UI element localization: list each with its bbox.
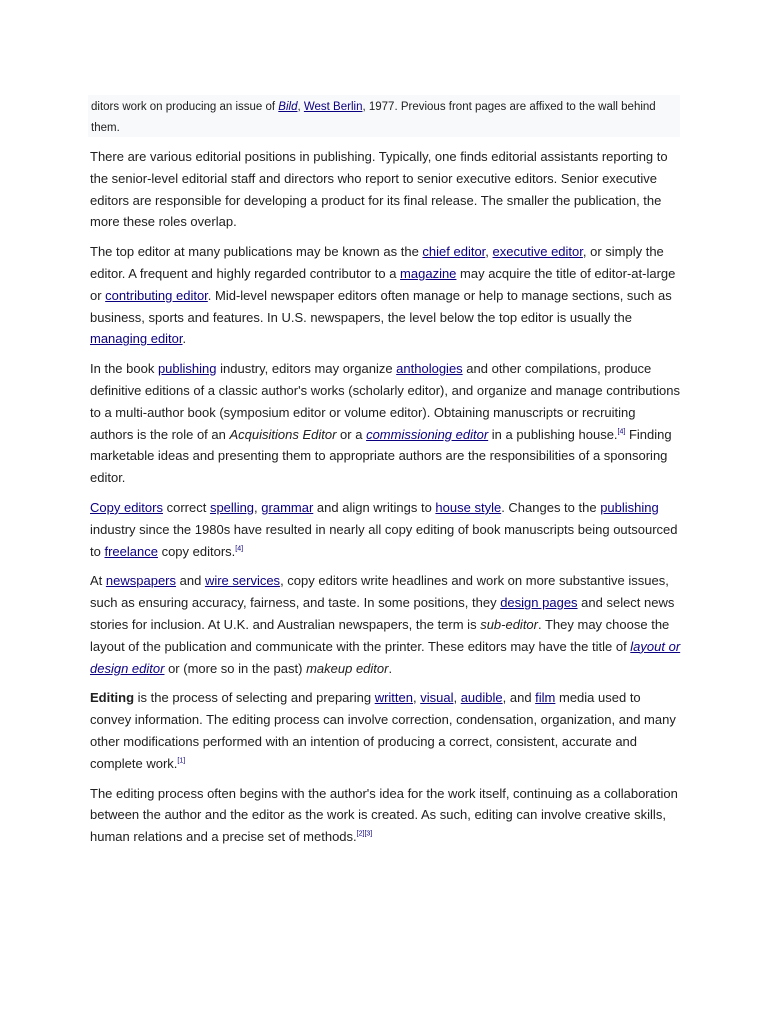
paragraph-editing-definition	[90, 687, 682, 774]
paragraph-text: may acquire the title of editor-at-large or	[90, 265, 676, 303]
term-editing: Editing	[90, 690, 135, 706]
link-anthologies[interactable]: anthologies	[396, 361, 463, 377]
paragraph-text: and	[176, 573, 205, 589]
paragraph-editorial-positions	[90, 146, 682, 233]
paragraph-text: is the process of selecting and preparing	[134, 690, 375, 706]
paragraph-text: .	[182, 331, 187, 347]
paragraph-text: . They may choose the layout of the publication and communicate with the printer. These editors may have the title of	[90, 616, 670, 654]
link-copy-editors[interactable]: Copy editors	[90, 499, 163, 515]
paragraph-text: and align writings to	[313, 499, 436, 515]
link-visual[interactable]: visual	[420, 690, 454, 706]
link-publishing[interactable]: publishing	[600, 499, 659, 515]
paragraph-text: In the book	[90, 361, 158, 377]
link-audible[interactable]: audible	[460, 690, 503, 706]
emphasis-sub-editor: sub-editor	[480, 616, 538, 632]
link-wire-services[interactable]: wire services	[204, 573, 281, 589]
link-commissioning-editor[interactable]: commissioning editor	[366, 426, 489, 442]
caption-text: ,	[297, 101, 304, 113]
paragraph-text: . Changes to the	[501, 499, 601, 515]
paragraph-text: , and	[502, 690, 536, 706]
paragraph-text: or (more so in the past)	[164, 660, 307, 676]
paragraph-text: , or simply the editor. A frequent and highly regarded contributor to a	[90, 244, 664, 281]
link-magazine[interactable]: magazine	[400, 265, 457, 281]
paragraph-text: The editing process often begins with the author's idea for the work itself, continuing as a collaboration between the author and the editor as the work is created. As such, editing can involve creative skills, human relations and a precise set of methods.	[90, 785, 678, 845]
emphasis-makeup-editor: makeup editor	[306, 660, 389, 676]
link-executive-editor[interactable]: executive editor	[492, 244, 583, 260]
link-film[interactable]: film	[535, 690, 556, 706]
link-written[interactable]: written	[374, 690, 413, 706]
paragraph-text: in a publishing house.	[488, 426, 618, 442]
paragraph-newspapers	[90, 570, 682, 679]
paragraph-text: copy editors.	[157, 543, 236, 559]
paragraph-text: industry, editors may organize	[216, 361, 397, 377]
paragraph-text: and select news stories for inclusion. At U.K. and Australian newspapers, the term is	[90, 595, 675, 632]
paragraph-copy-editors	[90, 497, 682, 562]
link-freelance[interactable]: freelance	[104, 543, 158, 559]
paragraph-text: ,	[412, 690, 421, 706]
link-contributing-editor[interactable]: contributing editor	[105, 287, 208, 303]
paragraph-text: ,	[453, 690, 461, 706]
link-grammar[interactable]: grammar	[261, 499, 314, 515]
link-bild[interactable]: Bild	[278, 101, 298, 113]
reference-2-3[interactable]: [2][3]	[356, 830, 373, 838]
link-managing-editor[interactable]: managing editor	[90, 331, 183, 347]
paragraph-text: Finding marketable ideas and presenting them to appropriate authors are the responsibilities of a sponsoring editor.	[90, 426, 672, 486]
reference-4[interactable]: [4]	[617, 428, 626, 436]
reference-1[interactable]: [1]	[177, 757, 186, 765]
paragraph-top-editor	[90, 241, 682, 350]
link-publishing[interactable]: publishing	[157, 361, 217, 377]
link-west-berlin[interactable]: West Berlin	[303, 101, 363, 113]
link-design-pages[interactable]: design pages	[500, 595, 578, 611]
paragraph-text: ,	[254, 499, 262, 515]
link-chief-editor[interactable]: chief editor	[422, 244, 486, 260]
paragraph-text: At	[90, 573, 106, 589]
paragraph-text: industry since the 1980s have resulted in nearly all copy editing of book manuscripts being outsourced to	[90, 521, 678, 559]
article-body	[90, 146, 682, 856]
emphasis-acquisitions-editor: Acquisitions Editor	[229, 426, 337, 442]
link-spelling[interactable]: spelling	[209, 499, 255, 515]
reference-4[interactable]: [4]	[235, 545, 244, 553]
paragraph-text: , copy editors write headlines and work on more substantive issues, such as ensuring accuracy, fairness, and taste. In some positions, they	[90, 573, 669, 611]
link-newspapers[interactable]: newspapers	[105, 573, 177, 589]
paragraph-text: or a	[336, 426, 367, 442]
paragraph-book-publishing	[90, 358, 682, 489]
paragraph-text: media used to convey information. The editing process can involve correction, condensation, organization, and many other modifications performed with an intention of producing a correct, consistent, accurate and complete work.	[90, 690, 676, 771]
paragraph-text: .	[388, 660, 393, 676]
link-house-style[interactable]: house style	[435, 499, 502, 515]
caption-text: , 1977. Previous front pages are affixed to the wall behind them.	[91, 101, 656, 134]
paragraph-text: and other compilations, produce definitive editions of a classic author's works (scholarly editor), and organize and manage contributions to a multi-author book (symposium editor or volume editor). Obtaining manuscripts or recruiting authors is the role of an	[90, 361, 680, 442]
paragraph-text: . Mid-level newspaper editors often manage or help to manage sections, such as business, sports and features. In U.S. newspapers, the level below the top editor is usually the	[90, 287, 672, 325]
image-caption	[88, 95, 680, 137]
paragraph-text: ,	[485, 244, 493, 260]
paragraph-editing-process	[90, 783, 682, 848]
link-layout-editor[interactable]: layout or design editor	[90, 638, 681, 676]
paragraph-text: correct	[162, 499, 210, 515]
caption-text: ditors work on producing an issue of	[91, 101, 279, 113]
paragraph-text: There are various editorial positions in publishing. Typically, one finds editorial assistants reporting to the senior-level editorial staff and directors who report to senior executive editors. Senior executive editors are responsible for developing a product for its final release. The smaller the publication, the more these roles overlap.	[90, 149, 668, 230]
paragraph-text: The top editor at many publications may be known as the	[90, 244, 423, 260]
